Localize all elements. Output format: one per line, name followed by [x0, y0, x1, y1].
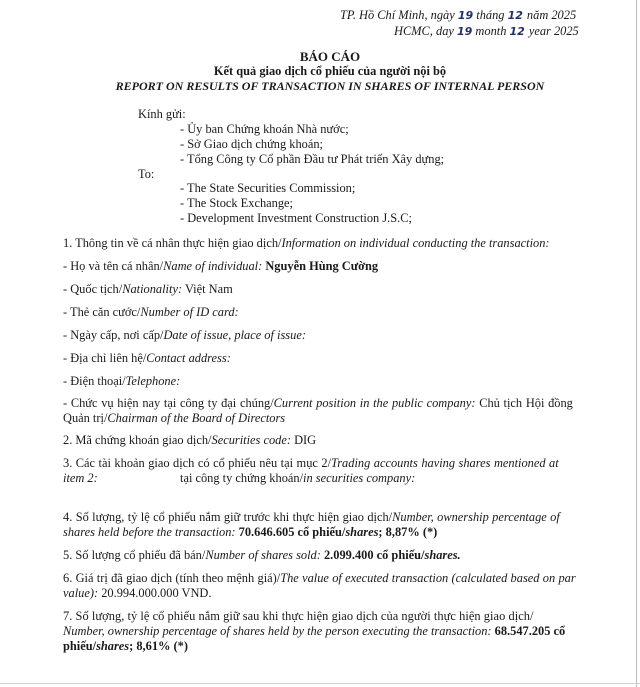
id-card-label-en: Number of ID card: [140, 305, 239, 319]
nationality-value: Việt Nam [184, 282, 233, 296]
section2-label-en: Securities code: [211, 433, 291, 447]
recipient-en-1: - The State Securities Commission; [180, 181, 356, 195]
name-value: Nguyễn Hùng Cường [265, 259, 379, 273]
recipient-vi-1: - Ủy ban Chứng khoán Nhà nước; [180, 122, 349, 136]
section6-row-cont [63, 586, 211, 601]
shares-before-value: 70.646.605 cổ phiếu/ [238, 525, 346, 539]
date-month-en: 12 [509, 25, 525, 38]
address-label-vi: - Địa chỉ liên hệ/ [63, 351, 147, 365]
address-row [63, 351, 231, 366]
report-subtitle-vi: Kết quả giao dịch cổ phiếu của người nội bộ [213, 64, 447, 78]
recipient-vi-3: - Tổng Công ty Cổ phần Đầu tư Phát triển Xây dựng; [180, 152, 445, 166]
date-month-label-en: month [475, 24, 507, 38]
section7-row-cont [63, 624, 565, 639]
phone-label-en: Telephone: [125, 374, 181, 388]
section6-label-en: The value of executed transaction (calculated based on par [280, 571, 576, 585]
recipient-en-3: - Development Investment Construction J.S.C; [180, 211, 412, 225]
shares-before-unit: shares [345, 525, 379, 539]
date-year-vi: năm 2025 [526, 8, 577, 22]
section5-row [63, 548, 461, 563]
name-row [63, 259, 378, 274]
section7-row-cont2 [63, 639, 188, 654]
date-line-vi [340, 8, 576, 23]
section3-mid-en: in securities company: [303, 471, 416, 485]
section2-row [63, 433, 316, 448]
section3-row-cont [63, 471, 98, 486]
issue-label-en: Date of issue, place of issue: [163, 328, 306, 342]
position-label-vi: - Chức vụ hiện nay tại công ty đại chúng/ [63, 396, 274, 410]
position-row [63, 396, 573, 411]
phone-row [63, 374, 180, 389]
issue-label-vi: - Ngày cấp, nơi cấp/ [63, 328, 164, 342]
transaction-value: 20.994.000.000 VND. [101, 586, 212, 600]
section7-label-en: Number, ownership percentage of shares held by the person executing the transaction: [63, 624, 492, 638]
page-border-bottom [0, 683, 640, 684]
recipient-en-2: - The Stock Exchange; [180, 196, 293, 210]
position-value-vi-cont: Quản trị/ [63, 411, 108, 425]
date-month-vi: 12 [507, 9, 523, 22]
shares-before-percentage: ; 8,87% (*) [378, 525, 438, 539]
section3-label-vi: 3. Các tài khoản giao dịch có cổ phiếu nêu tại mục 2/ [63, 456, 332, 470]
section3-label-en: Trading accounts having shares mentioned at [331, 456, 559, 470]
section4-label-en-cont: shares held before the transaction: [63, 525, 236, 539]
securities-code-value: DIG [294, 433, 317, 447]
nationality-row [63, 282, 233, 297]
section4-row [63, 510, 560, 525]
section3-label-en-cont: item 2: [63, 471, 98, 485]
section7-row [63, 609, 534, 624]
position-row-cont [63, 411, 285, 426]
name-label-vi: - Họ và tên cá nhân/ [63, 259, 164, 273]
shares-after-value-cont: phiếu/ [63, 639, 97, 653]
section1-heading-vi: 1. Thông tin về cá nhân thực hiện giao dịch/ [63, 236, 282, 250]
section6-row [63, 571, 576, 586]
date-line-en [394, 24, 579, 39]
date-prefix-vi: TP. Hồ Chí Minh, ngày [340, 8, 455, 22]
position-value-en: Chairman of the Board of Directors [107, 411, 286, 425]
shares-sold-value: 2.099.400 cổ phiếu/ [323, 548, 425, 562]
section1-heading [63, 236, 550, 251]
shares-after-value: 68.547.205 cổ [494, 624, 566, 638]
section4-label-vi: 4. Số lượng, tỷ lệ cổ phiếu nắm giữ trước khi thực hiện giao dịch/ [63, 510, 393, 524]
shares-sold-unit: shares. [424, 548, 461, 562]
date-year-en: year 2025 [528, 24, 579, 38]
position-label-en: Current position in the public company: [273, 396, 476, 410]
shares-after-unit: shares [96, 639, 130, 653]
section4-row-cont [63, 525, 437, 540]
recipient-vi-2: - Sở Giao dịch chứng khoán; [180, 137, 324, 151]
id-card-label-vi: - Thẻ căn cước/ [63, 305, 141, 319]
nationality-label-vi: - Quốc tịch/ [63, 282, 123, 296]
address-label-en: Contact address: [146, 351, 231, 365]
section2-label-vi: 2. Mã chứng khoán giao dịch/ [63, 433, 212, 447]
issue-row [63, 328, 306, 343]
section1-heading-en: Information on individual conducting the transaction: [281, 236, 550, 250]
id-card-row [63, 305, 239, 320]
section5-label-en: Number of shares sold: [205, 548, 321, 562]
section6-label-en-cont: value): [63, 586, 99, 600]
report-title: BÁO CÁO [299, 49, 361, 64]
report-subtitle-en: REPORT ON RESULTS OF TRANSACTION IN SHARES OF INTERNAL PERSON [115, 79, 545, 93]
position-value-vi: Chủ tịch Hội đồng [479, 396, 573, 410]
phone-label-vi: - Điện thoại/ [63, 374, 126, 388]
section5-label-vi: 5. Số lượng cổ phiếu đã bán/ [63, 548, 206, 562]
date-month-label-vi: tháng [476, 8, 505, 22]
date-prefix-en: HCMC, day [394, 24, 454, 38]
section3-securities-company [180, 471, 415, 486]
name-label-en: Name of individual: [163, 259, 263, 273]
date-day-en: 19 [457, 25, 473, 38]
section7-label-vi: 7. Số lượng, tỷ lệ cổ phiếu nắm giữ sau khi thực hiện giao dịch của người thực hiện giao dịch/ [63, 609, 534, 623]
section3-row [63, 456, 559, 471]
recipients-label-en: To: [138, 167, 155, 181]
page-border-right [636, 0, 637, 687]
recipients-label-vi: Kính gửi: [138, 107, 186, 121]
section4-label-en: Number, ownership percentage of [392, 510, 560, 524]
date-day-vi: 19 [457, 9, 474, 22]
shares-after-percentage: ; 8,61% (*) [129, 639, 188, 653]
section6-label-vi: 6. Giá trị đã giao dịch (tính theo mệnh giá)/ [63, 571, 281, 585]
section3-mid-vi: tại công ty chứng khoán/ [180, 471, 304, 485]
nationality-label-en: Nationality: [122, 282, 183, 296]
